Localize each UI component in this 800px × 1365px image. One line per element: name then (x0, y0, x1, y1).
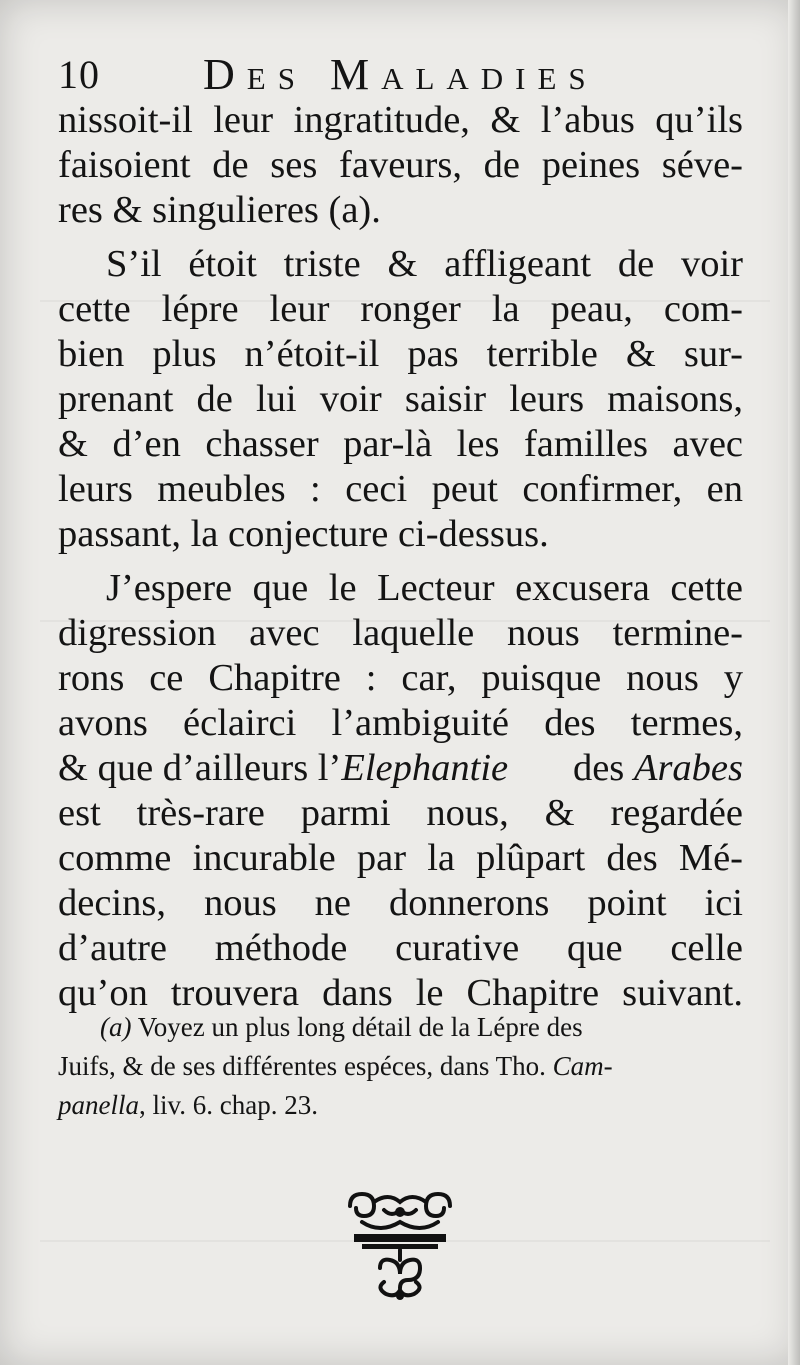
text-line: & d’en chasser par-là les familles avec (58, 423, 743, 465)
text-line: rons ce Chapitre : car, puisque nous y (58, 657, 743, 699)
text-line: S’il étoit triste & affligeant de voir (106, 243, 743, 285)
footnote-text: Juifs, & de ses différentes espéces, dans Tho. (58, 1051, 553, 1081)
footnote-text: Voyez un plus long détail de la Lépre des (131, 1012, 583, 1042)
text-line: leurs meubles : ceci peut confirmer, en (58, 468, 743, 510)
text-line: J’espere que le Lecteur excusera cette (106, 567, 743, 609)
page-header (58, 46, 748, 104)
page-number: 10 (58, 52, 100, 97)
italic-term: Arabes (633, 747, 743, 789)
footnote-text: , liv. 6. chap. 23. (139, 1090, 318, 1120)
footnote-line (58, 1086, 758, 1125)
footnote-author: panella (58, 1090, 139, 1120)
text-line: passant, la conjecture ci-dessus. (58, 513, 549, 555)
text-line: decins, nous ne donnerons point ici (58, 882, 743, 924)
italic-term: Elephantie (341, 747, 509, 789)
footnote (58, 1008, 758, 1125)
footnote-author: Cam- (552, 1051, 613, 1081)
page-edge-shadow (788, 0, 800, 1365)
text-line: comme incurable par la plûpart des Mé- (58, 837, 743, 879)
text-line-mixed (58, 746, 743, 791)
text-line: d’autre méthode curative que celle (58, 927, 743, 969)
text-run: des (563, 747, 634, 789)
text-line: faisoient de ses faveurs, de peines séve- (58, 144, 743, 186)
text-line: digression avec laquelle nous termine- (58, 612, 743, 654)
text-line: qu’on trouvera dans le Chapitre suivant. (58, 972, 743, 1014)
text-line: nissoit-il leur ingratitude, & l’abus qu’ils (58, 99, 743, 141)
footnote-line (58, 1008, 758, 1047)
footnote-line (58, 1047, 758, 1086)
fleuron-icon (340, 1188, 460, 1303)
text-run: & que d’ailleurs l’ (58, 747, 342, 789)
text-line: bien plus n’étoit-il pas terrible & sur- (58, 333, 743, 375)
text-line: prenant de lui voir saisir leurs maisons, (58, 378, 743, 420)
body-text (58, 98, 743, 1016)
text-line: cette lépre leur ronger la peau, com- (58, 288, 743, 330)
text-line: res & singulieres (a). (58, 189, 381, 231)
text-line: est très-rare parmi nous, & regardée (58, 792, 743, 834)
footnote-marker: (a) (100, 1012, 132, 1042)
running-head: Des Maladies (203, 50, 598, 99)
text-line: avons éclairci l’ambiguité des termes, (58, 702, 743, 744)
